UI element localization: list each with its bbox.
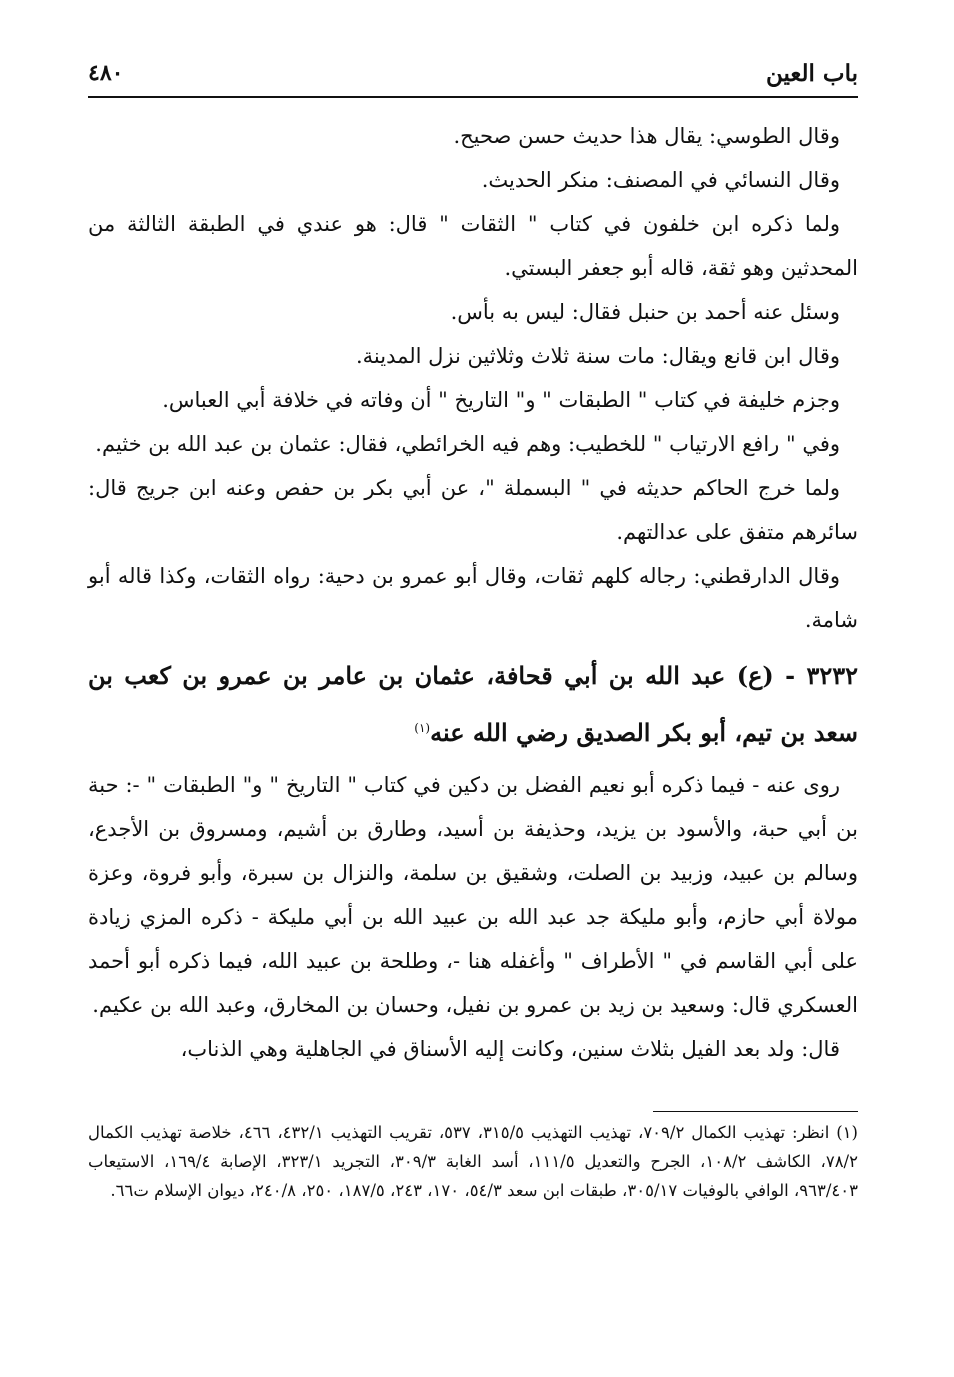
entry-heading bbox=[88, 650, 858, 759]
paragraph: وقال ابن قانع ويقال: مات سنة ثلاث وثلاثين نزل المدينة. bbox=[355, 344, 840, 368]
entry-paragraph: روى عنه - فيما ذكره أبو نعيم الفضل بن دكين في كتاب " التاريخ " و" الطبقات " -: حبة بن أبي حبة، والأسود بن يزيد، وحذيفة بن أسيد، وطارق بن أشيم، ومسروق بن الأجدع، وسالم بن عبيد، وزبيد بن الصلت، وشقيق بن سلمة، والنزال بن سبرة، وأبو فروة، وعزة مولاة أبي حازم، وأبو مليكة جد عبد الله بن عبيد الله بن أبي مليكة - ذكره المزي زيادة على أبي القاسم في " الأطراف " وأغفله هنا -، وطلحة بن عبيد الله، فيما ذكره أبو أحمد العسكري قال: وسعيد بن زيد بن عمرو بن نفيل، وحسان بن المخارق، وعبد الله بن عكيم. bbox=[88, 773, 858, 1017]
entry-heading-text: ٣٢٣٢ - (ع) عبد الله بن أبي قحافة، عثمان بن عامر بن عمرو بن كعب بن سعد بن تيم، أبو بكر الصديق رضي الله عنه bbox=[88, 661, 858, 747]
paragraph: وقال الدارقطني: رجاله كلهم ثقات، وقال أبو عمرو بن دحية: رواه الثقات، وكذا قاله أبو شامة. bbox=[88, 564, 858, 632]
paragraph: وفي " رافع الارتياب " للخطيب: وهم فيه الخرائطي، فقال: عثمان بن عبد الله بن خثيم. bbox=[95, 432, 840, 456]
paragraph: ولما ذكره ابن خلفون في كتاب " الثقات " قال: هو عندي في الطبقة الثالثة من المحدثين وهو ثقة، قاله أبو جعفر البستي. bbox=[88, 212, 858, 280]
page-number: ٤٨٠ bbox=[88, 60, 124, 86]
footnote-divider bbox=[653, 1111, 858, 1112]
paragraph: وسئل عنه أحمد بن حنبل فقال: ليس به بأس. bbox=[450, 300, 840, 324]
footnote: (١) انظر: تهذيب الكمال ٧٠٩/٢، تهذيب التهذيب ٣١٥/٥، ٥٣٧، تقريب التهذيب ٤٣٢/١، ٤٦٦، خلاصة تهذيب الكمال ٧٨/٢، الكاشف ١٠٨/٢، الجرح والتعديل ١١١/٥، أسد الغابة ٣٠٩/٣، التجريد ٣٢٣/١، الإصابة ١٦٩/٤، الاستيعاب ٩٦٣/٤٠٣، الوافي بالوفيات ٣٠٥/١٧، طبقات ابن سعد ٥٤/٣، ١٧٠، ٢٤٣، ١٨٧/٥، ٢٥٠، ٢٤٠/٨، ديوان الإسلام ت٦٦. bbox=[88, 1123, 858, 1200]
running-header bbox=[88, 60, 858, 98]
document-page bbox=[88, 60, 858, 1320]
entry-paragraph: قال: ولد بعد الفيل بثلاث سنين، وكانت إليه الأسناق في الجاهلية وهي الذناب، bbox=[180, 1037, 840, 1061]
paragraph: وقال الطوسي: يقال هذا حديث حسن صحيح. bbox=[453, 124, 840, 148]
main-text bbox=[88, 114, 858, 1071]
chapter-title: باب العين bbox=[765, 60, 858, 87]
paragraph: وقال النسائي في المصنف: منكر الحديث. bbox=[481, 168, 840, 192]
paragraph: وجزم خليفة في كتاب " الطبقات " و" التاريخ " أن وفاته في خلافة أبي العباس. bbox=[162, 388, 840, 412]
paragraph: ولما خرج الحاكم حديثه في " البسملة "، عن أبي بكر بن حفص وعنه ابن جريج قال: سائرهم متفق على عدالتهم. bbox=[88, 476, 858, 544]
footnote-marker: (١) bbox=[414, 721, 431, 735]
